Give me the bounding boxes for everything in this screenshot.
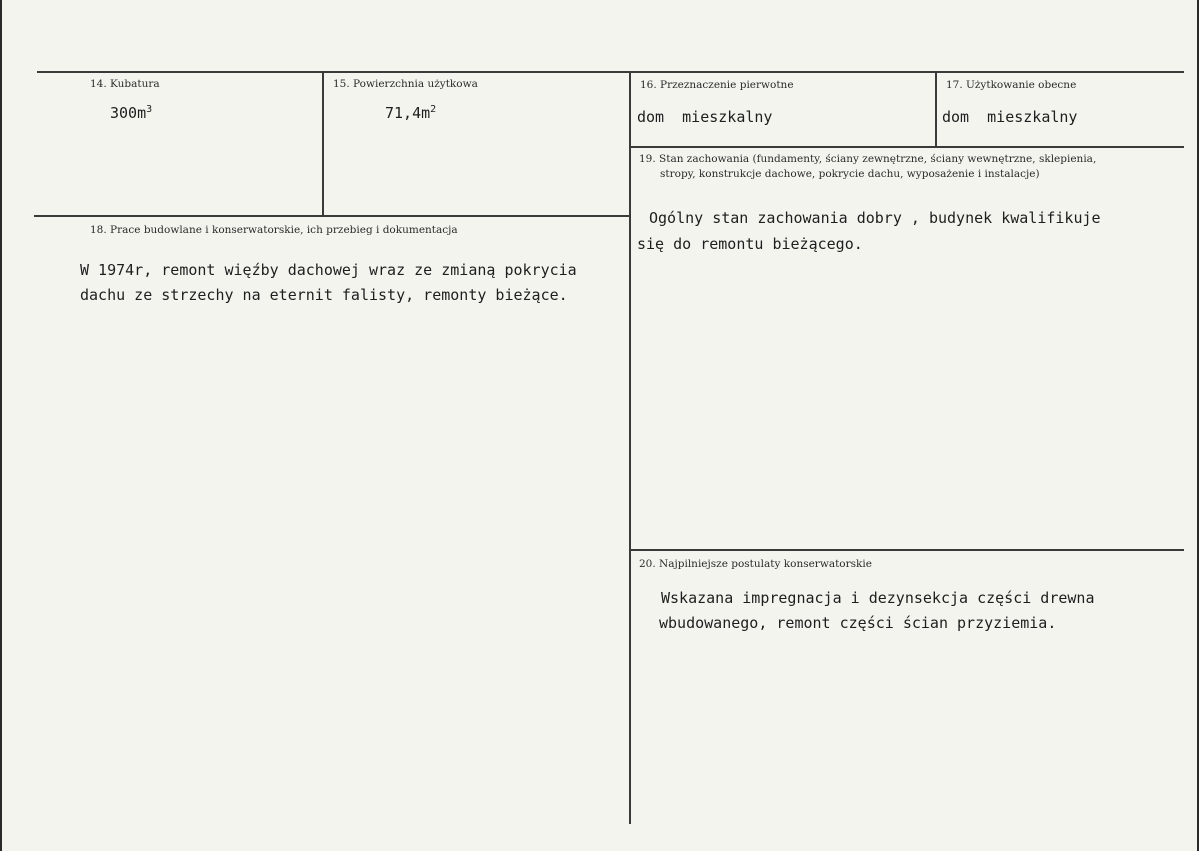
- field-18-line-1: W 1974r, remont więźby dachowej wraz ze zmianą pokrycia: [80, 261, 577, 279]
- field-16-label: 16. Przeznaczenie pierwotne: [640, 79, 794, 91]
- field-19-label-line-1: 19. Stan zachowania (fundamenty, ściany zewnętrzne, ściany wewnętrzne, sklepienia,: [639, 153, 1097, 165]
- rule-above-20: [630, 549, 1184, 551]
- field-14-label: 14. Kubatura: [90, 78, 160, 90]
- field-15-label: 15. Powierzchnia użytkowa: [333, 78, 478, 90]
- divider-left-right: [629, 72, 631, 824]
- rule-under-16-17: [630, 146, 1184, 148]
- divider-16-17: [935, 72, 937, 147]
- field-19-line-2: się do remontu bieżącego.: [637, 235, 863, 253]
- field-18-label: 18. Prace budowlane i konserwatorskie, ich przebieg i dokumentacja: [90, 224, 458, 236]
- field-17-label: 17. Użytkowanie obecne: [946, 79, 1077, 91]
- field-18-line-2: dachu ze strzechy na eternit falisty, remonty bieżące.: [80, 286, 568, 304]
- top-rule: [37, 71, 1184, 73]
- field-14-value: $300m^3$: [110, 104, 153, 122]
- field-20-line-1: Wskazana impregnacja i dezynsekcja części drewna: [661, 589, 1095, 607]
- field-15-value: $71,4m^2$: [385, 104, 437, 122]
- field-16-value: dom mieszkalny: [637, 108, 773, 126]
- field-19-line-1: Ogólny stan zachowania dobry , budynek kwalifikuje: [649, 209, 1101, 227]
- field-20-label: 20. Najpilniejsze postulaty konserwatorskie: [639, 558, 872, 570]
- divider-14-15: [322, 72, 324, 216]
- field-19-label-line-2: stropy, konstrukcje dachowe, pokrycie dachu, wyposażenie i instalacje): [660, 168, 1040, 180]
- rule-under-14-15: [34, 215, 630, 217]
- field-20-line-2: wbudowanego, remont części ścian przyziemia.: [659, 614, 1057, 632]
- field-17-value: dom mieszkalny: [942, 108, 1078, 126]
